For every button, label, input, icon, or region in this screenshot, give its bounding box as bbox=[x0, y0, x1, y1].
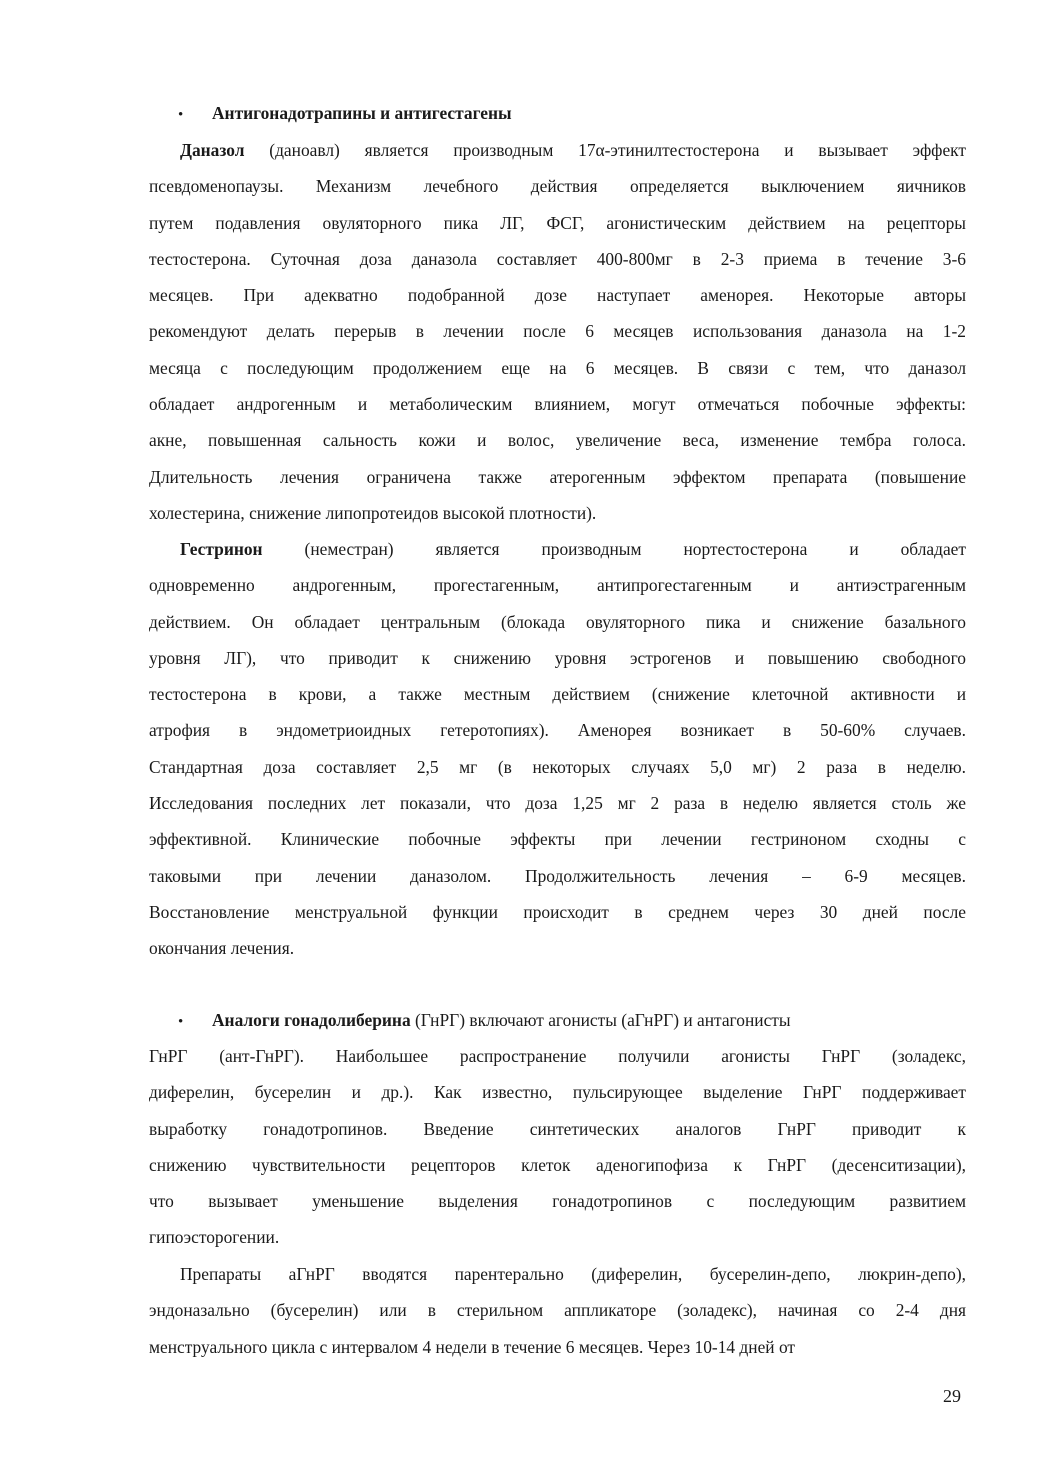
page-number: 29 bbox=[943, 1386, 961, 1406]
text-line: тестостерона. Суточная доза даназола составляет 400-800мг в 2-3 приема в течение 3-6 bbox=[149, 248, 966, 269]
text-line: эффективной. Клинические побочные эффекты при лечении гестриноном сходны с bbox=[149, 829, 966, 850]
text-line: уровня ЛГ), что приводит к снижению уровня эстрогенов и повышению свободного bbox=[149, 647, 966, 668]
text-line: Длительность лечения ограничена также атерогенным эффектом препарата (повышение bbox=[149, 466, 966, 487]
term: Гестринон bbox=[180, 539, 263, 559]
text-line: Восстановление менструальной функции происходит в среднем через 30 дней после bbox=[149, 901, 966, 922]
bullet-icon: • bbox=[178, 107, 184, 123]
text-line: Даназол (даноавл) является производным 17α-этинилтестостерона и вызывает эффект bbox=[180, 140, 966, 160]
text-line: выработку гонадотропинов. Введение синтетических аналогов ГнРГ приводит к bbox=[149, 1118, 966, 1139]
text-line: рекомендуют делать перерыв в лечении после 6 месяцев использования даназола на 1-2 bbox=[149, 321, 966, 342]
text-line: псевдоменопаузы. Механизм лечебного действия определяется выключением яичников bbox=[149, 176, 966, 197]
text-line: Гестринон (неместран) является производным нортестостерона и обладает bbox=[180, 539, 966, 559]
text-line: акне, повышенная сальность кожи и волос, увеличение веса, изменение тембра голоса. bbox=[149, 430, 966, 451]
text-line: действием. Он обладает центральным (блокада овуляторного пика и снижение базального bbox=[149, 611, 966, 632]
heading-text-rest: (ГнРГ) включают агонисты (аГнРГ) и антагонисты bbox=[410, 1010, 791, 1030]
section-heading-gnrh-analogs bbox=[178, 1010, 791, 1031]
paragraph-danazol bbox=[149, 132, 966, 531]
text-line: что вызывает уменьшение выделения гонадотропинов с последующим развитием bbox=[149, 1191, 966, 1212]
term: Даназол bbox=[180, 140, 245, 160]
bullet-icon: • bbox=[178, 1014, 184, 1030]
text-line: гипоэсторогении. bbox=[149, 1227, 280, 1248]
paragraph-preparations bbox=[149, 1256, 966, 1365]
text-line: окончания лечения. bbox=[149, 938, 295, 959]
text-line: тестостерона в крови, а также местным действием (снижение клеточной активности и bbox=[149, 684, 966, 705]
heading-text: Антигонадотрапины и антигестагены bbox=[212, 103, 512, 123]
text-line: диферелин, бусерелин и др.). Как известно, пульсирующее выделение ГнРГ поддерживает bbox=[149, 1082, 966, 1103]
text-line: снижению чувствительности рецепторов клеток аденогипофиза к ГнРГ (десенситизации), bbox=[149, 1154, 966, 1175]
text-line: Препараты аГнРГ вводятся парентерально (диферелин, бусерелин-депо, люкрин-депо), bbox=[180, 1264, 966, 1284]
text-line: месяцев. При адекватно подобранной дозе наступает аменорея. Некоторые авторы bbox=[149, 285, 966, 306]
heading-text-bold: Аналоги гонадолиберина bbox=[212, 1010, 411, 1030]
text-line: путем подавления овуляторного пика ЛГ, ФСГ, агонистическим действием на рецепторы bbox=[149, 212, 966, 233]
text-line: атрофия в эндометриоидных гетеротопиях). Аменорея возникает в 50-60% случаев. bbox=[149, 720, 966, 741]
paragraph-gnrh bbox=[149, 1038, 966, 1256]
paragraph-gestrinon bbox=[149, 531, 966, 967]
text-line: Исследования последних лет показали, что доза 1,25 мг 2 раза в неделю является столь же bbox=[149, 793, 966, 814]
section-heading-antigonadotropins bbox=[178, 103, 512, 124]
text-line: ГнРГ (ант-ГнРГ). Наибольшее распространение получили агонисты ГнРГ (золадекс, bbox=[149, 1046, 966, 1066]
text-line: обладает андрогенным и метаболическим влиянием, могут отмечаться побочные эффекты: bbox=[149, 394, 966, 415]
text-line: одновременно андрогенным, прогестагенным, антипрогестагенным и антиэстрагенным bbox=[149, 575, 966, 596]
text-line: таковыми при лечении даназолом. Продолжительность лечения – 6-9 месяцев. bbox=[149, 865, 966, 886]
text-line: месяца с последующим продолжением еще на 6 месяцев. В связи с тем, что даназол bbox=[149, 357, 966, 378]
text-line: Стандартная доза составляет 2,5 мг (в некоторых случаях 5,0 мг) 2 раза в неделю. bbox=[149, 756, 966, 777]
text-line: холестерина, снижение липопротеидов высокой плотности). bbox=[149, 502, 597, 523]
text-line: менструального цикла с интервалом 4 недели в течение 6 месяцев. Через 10-14 дней от bbox=[149, 1336, 796, 1357]
text-line: эндоназально (бусерелин) или в стерильном аппликаторе (золадекс), начиная со 2-4 дня bbox=[149, 1300, 966, 1321]
